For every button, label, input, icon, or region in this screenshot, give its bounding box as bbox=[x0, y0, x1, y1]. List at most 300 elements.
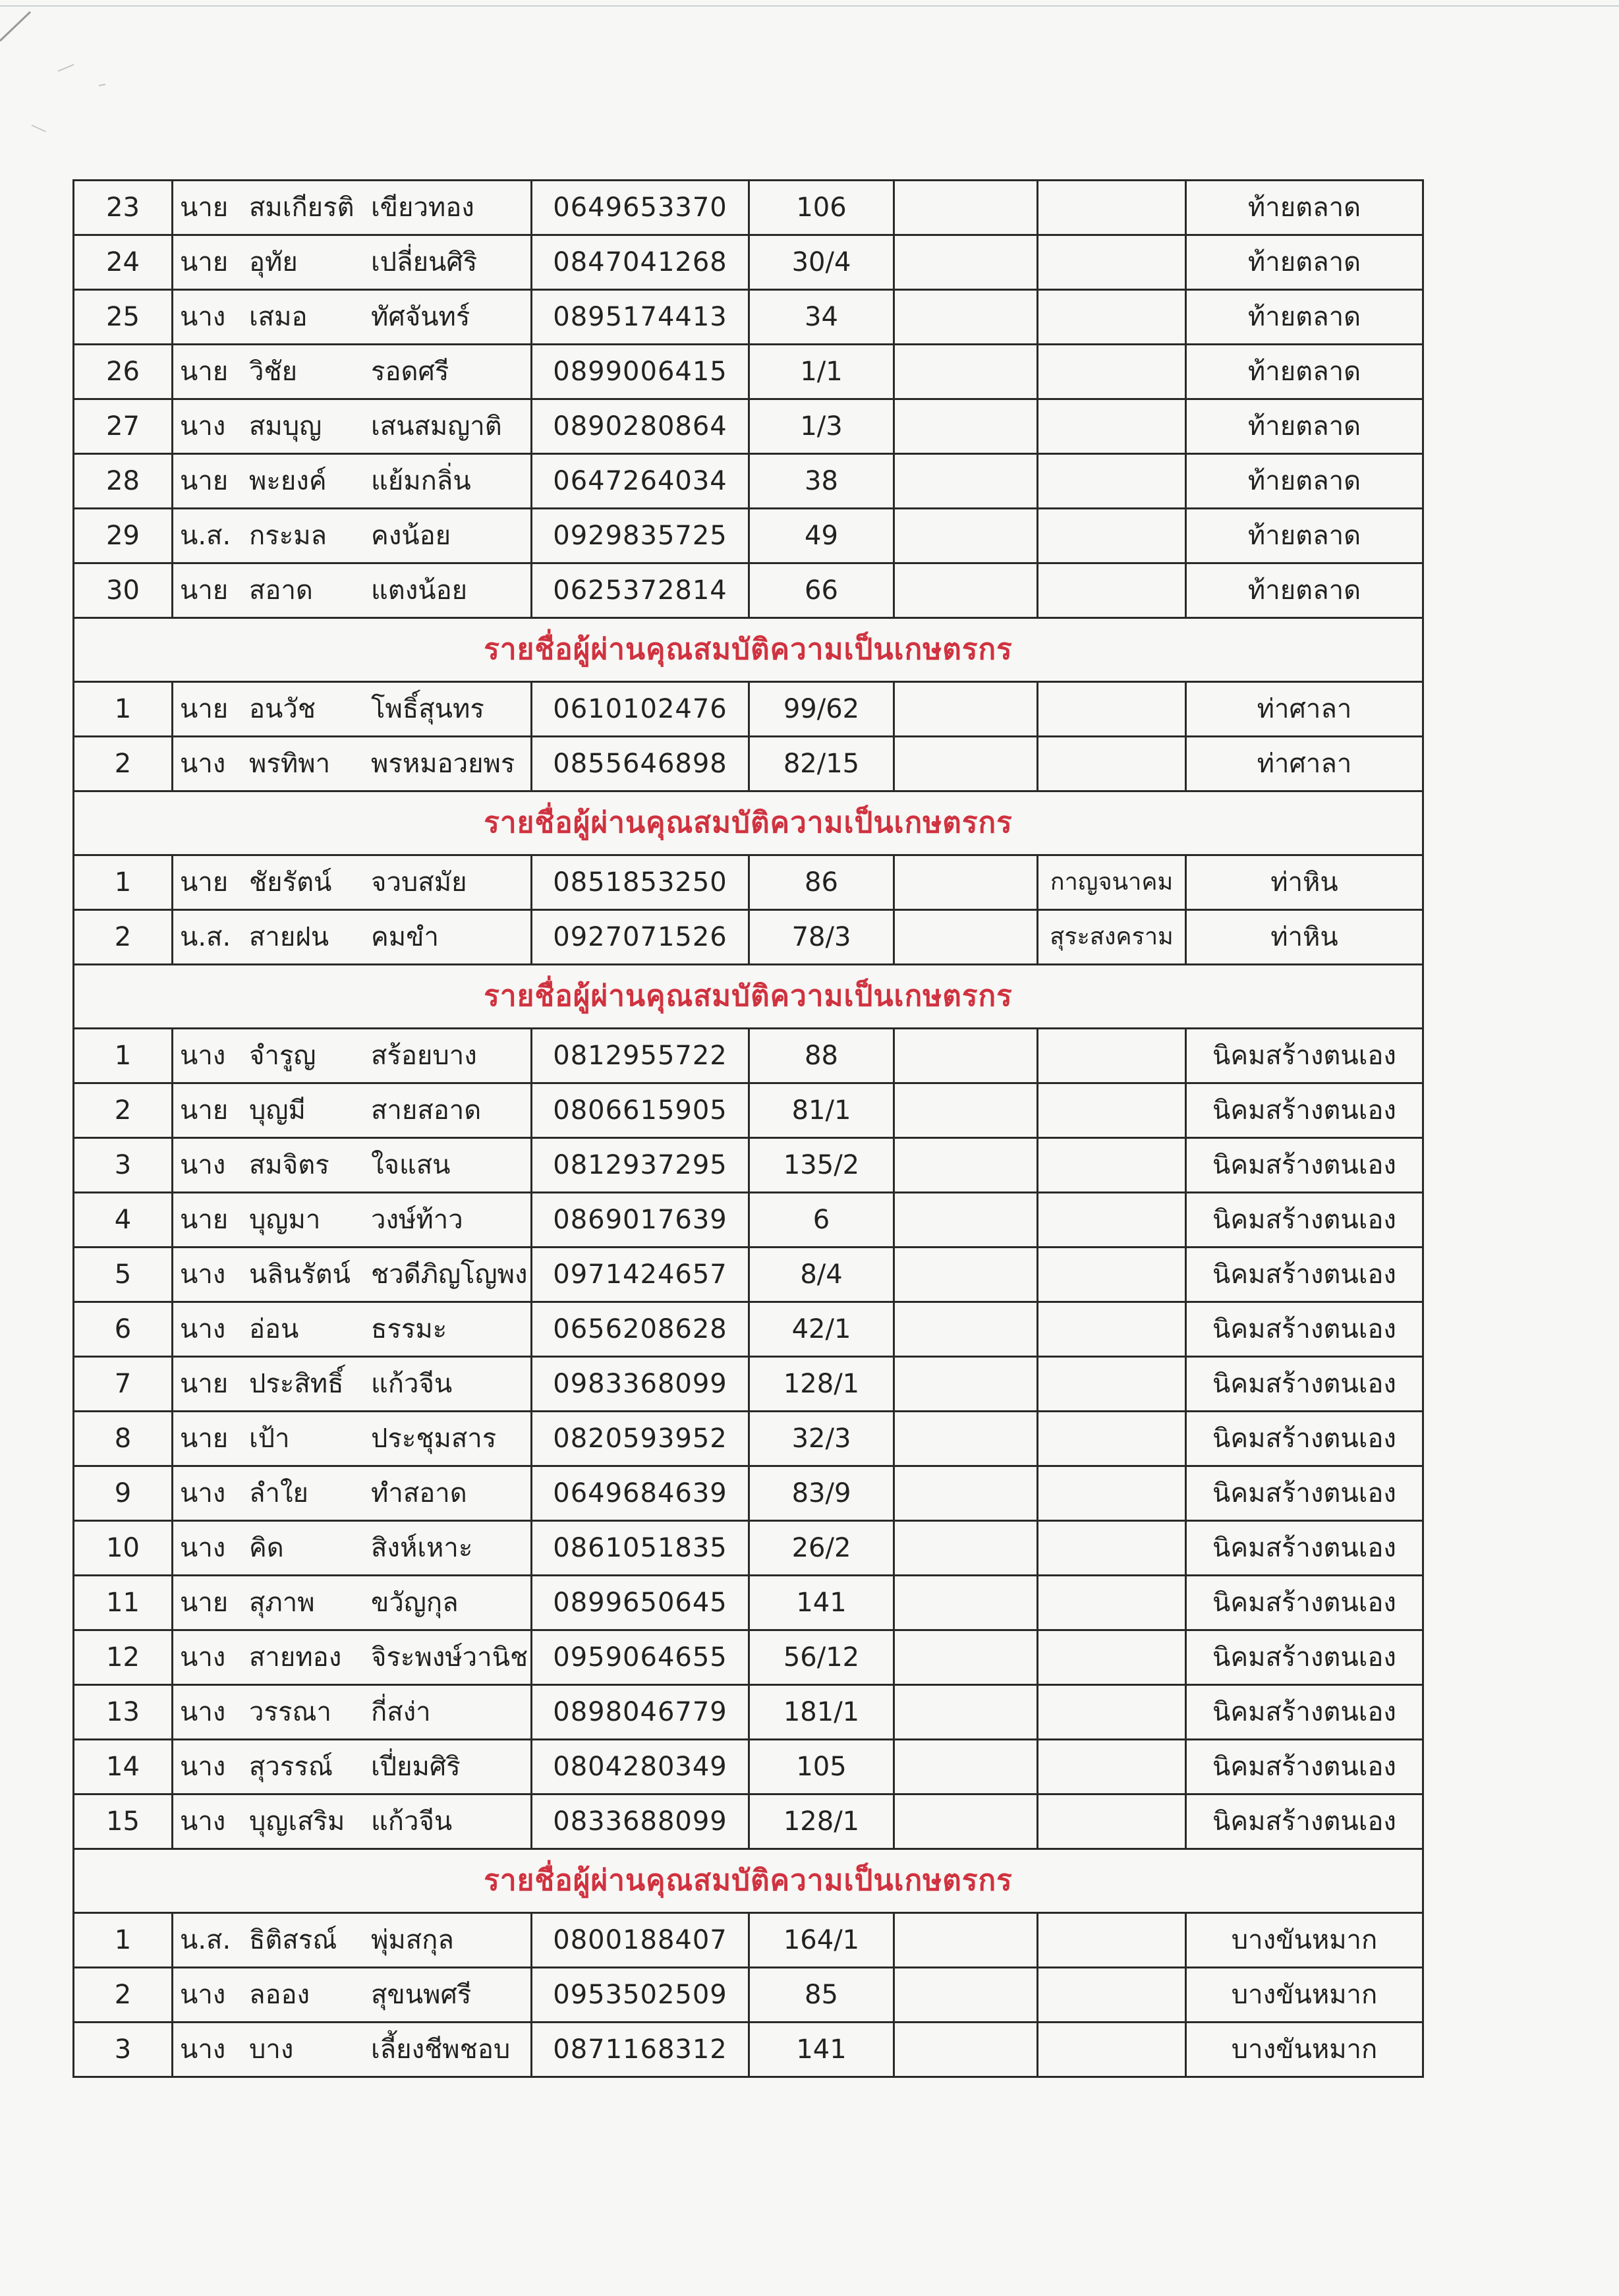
village-name: นิคมสร้างตนเอง bbox=[1186, 1412, 1423, 1466]
table-row bbox=[74, 1740, 1423, 1794]
table-row bbox=[74, 235, 1423, 290]
phone-number: 0820593952 bbox=[532, 1412, 749, 1466]
person-name bbox=[173, 855, 532, 910]
name-prefix: นาง bbox=[180, 1980, 226, 2010]
first-name: พรทิพา bbox=[249, 749, 331, 779]
last-name: ทำสอาด bbox=[371, 1478, 467, 1508]
last-name: แย้มกลิ่น bbox=[371, 466, 471, 496]
moo-cell bbox=[894, 509, 1038, 563]
first-name: ลำใย bbox=[249, 1478, 308, 1508]
first-name: วิชัย bbox=[249, 357, 298, 387]
village-name: ท้ายตลาด bbox=[1186, 181, 1423, 235]
phone-number: 0895174413 bbox=[532, 290, 749, 345]
phone-number: 0869017639 bbox=[532, 1193, 749, 1248]
subdistrict-cell bbox=[1038, 1968, 1186, 2023]
last-name: ธรรมะ bbox=[371, 1314, 447, 1344]
village-name: ท่าหิน bbox=[1186, 855, 1423, 910]
village-name: นิคมสร้างตนเอง bbox=[1186, 1138, 1423, 1193]
house-number: 1/3 bbox=[749, 399, 894, 454]
moo-cell bbox=[894, 235, 1038, 290]
row-number: 4 bbox=[74, 1193, 173, 1248]
scan-edge-line bbox=[0, 5, 1619, 7]
house-number: 6 bbox=[749, 1193, 894, 1248]
village-name: นิคมสร้างตนเอง bbox=[1186, 1576, 1423, 1630]
moo-cell bbox=[894, 1630, 1038, 1685]
moo-cell bbox=[894, 855, 1038, 910]
first-name: สายฝน bbox=[249, 922, 329, 952]
moo-cell bbox=[894, 1521, 1038, 1576]
person-name bbox=[173, 1576, 532, 1630]
name-prefix: นาย bbox=[180, 1423, 229, 1454]
row-number: 10 bbox=[74, 1521, 173, 1576]
phone-number: 0929835725 bbox=[532, 509, 749, 563]
moo-cell bbox=[894, 1248, 1038, 1302]
table-row bbox=[74, 1521, 1423, 1576]
table-row bbox=[74, 290, 1423, 345]
last-name: ประชุมสาร bbox=[371, 1423, 497, 1454]
subdistrict-cell bbox=[1038, 399, 1186, 454]
house-number: 86 bbox=[749, 855, 894, 910]
last-name: สร้อยบาง bbox=[371, 1041, 477, 1071]
last-name: สิงห์เหาะ bbox=[371, 1533, 473, 1563]
first-name: สมจิตร bbox=[249, 1150, 329, 1180]
moo-cell bbox=[894, 1913, 1038, 1968]
village-name: ท่าศาลา bbox=[1186, 737, 1423, 791]
house-number: 105 bbox=[749, 1740, 894, 1794]
house-number: 38 bbox=[749, 454, 894, 509]
house-number: 141 bbox=[749, 2023, 894, 2077]
house-number: 49 bbox=[749, 509, 894, 563]
table-row bbox=[74, 1913, 1423, 1968]
section-heading-row bbox=[74, 618, 1423, 682]
person-name bbox=[173, 290, 532, 345]
village-name: นิคมสร้างตนเอง bbox=[1186, 1521, 1423, 1576]
first-name: ลออง bbox=[249, 1980, 310, 2010]
phone-number: 0851853250 bbox=[532, 855, 749, 910]
house-number: 128/1 bbox=[749, 1357, 894, 1412]
row-number: 30 bbox=[74, 563, 173, 618]
row-number: 3 bbox=[74, 2023, 173, 2077]
moo-cell bbox=[894, 1794, 1038, 1849]
moo-cell bbox=[894, 290, 1038, 345]
name-prefix: นาย bbox=[180, 575, 229, 606]
village-name: ท้ายตลาด bbox=[1186, 454, 1423, 509]
village-name: ท้ายตลาด bbox=[1186, 235, 1423, 290]
name-prefix: นาง bbox=[180, 1314, 226, 1344]
name-prefix: นาง bbox=[180, 1259, 226, 1290]
moo-cell bbox=[894, 1412, 1038, 1466]
village-name: ท่าศาลา bbox=[1186, 682, 1423, 737]
house-number: 78/3 bbox=[749, 910, 894, 965]
person-name bbox=[173, 1968, 532, 2023]
village-name: นิคมสร้างตนเอง bbox=[1186, 1794, 1423, 1849]
table-row bbox=[74, 1576, 1423, 1630]
row-number: 24 bbox=[74, 235, 173, 290]
house-number: 99/62 bbox=[749, 682, 894, 737]
last-name: แก้วจีน bbox=[371, 1369, 453, 1399]
table-row bbox=[74, 1466, 1423, 1521]
house-number: 135/2 bbox=[749, 1138, 894, 1193]
last-name: พุ่มสกุล bbox=[371, 1925, 454, 1955]
name-prefix: นาย bbox=[180, 466, 229, 496]
name-prefix: นาง bbox=[180, 411, 226, 442]
row-number: 1 bbox=[74, 855, 173, 910]
last-name: จวบสมัย bbox=[371, 867, 467, 898]
subdistrict-cell bbox=[1038, 1630, 1186, 1685]
row-number: 14 bbox=[74, 1740, 173, 1794]
phone-number: 0847041268 bbox=[532, 235, 749, 290]
phone-number: 0861051835 bbox=[532, 1521, 749, 1576]
last-name: แตงน้อย bbox=[371, 575, 468, 606]
table-row bbox=[74, 181, 1423, 235]
document-page bbox=[72, 179, 1422, 2078]
row-number: 13 bbox=[74, 1685, 173, 1740]
phone-number: 0649684639 bbox=[532, 1466, 749, 1521]
phone-number: 0812937295 bbox=[532, 1138, 749, 1193]
row-number: 27 bbox=[74, 399, 173, 454]
house-number: 30/4 bbox=[749, 235, 894, 290]
subdistrict-cell bbox=[1038, 682, 1186, 737]
table-row bbox=[74, 1248, 1423, 1302]
row-number: 8 bbox=[74, 1412, 173, 1466]
person-name bbox=[173, 737, 532, 791]
name-prefix: น.ส. bbox=[180, 521, 231, 551]
house-number: 85 bbox=[749, 1968, 894, 2023]
person-name bbox=[173, 181, 532, 235]
last-name: พรหมอวยพร bbox=[371, 749, 515, 779]
phone-number: 0806615905 bbox=[532, 1083, 749, 1138]
table-row bbox=[74, 1029, 1423, 1083]
moo-cell bbox=[894, 399, 1038, 454]
name-prefix: นาง bbox=[180, 1533, 226, 1563]
village-name: นิคมสร้างตนเอง bbox=[1186, 1740, 1423, 1794]
village-name: ท้ายตลาด bbox=[1186, 563, 1423, 618]
first-name: เป้า bbox=[249, 1423, 290, 1454]
name-prefix: นาง bbox=[180, 1642, 226, 1673]
subdistrict-cell bbox=[1038, 1576, 1186, 1630]
row-number: 2 bbox=[74, 1968, 173, 2023]
name-prefix: นาย bbox=[180, 1588, 229, 1618]
house-number: 26/2 bbox=[749, 1521, 894, 1576]
row-number: 29 bbox=[74, 509, 173, 563]
phone-number: 0656208628 bbox=[532, 1302, 749, 1357]
first-name: สุภาพ bbox=[249, 1588, 315, 1618]
person-name bbox=[173, 1302, 532, 1357]
moo-cell bbox=[894, 910, 1038, 965]
phone-number: 0898046779 bbox=[532, 1685, 749, 1740]
moo-cell bbox=[894, 1193, 1038, 1248]
farmer-list-table bbox=[72, 179, 1424, 2078]
last-name: วงษ์ท้าว bbox=[371, 1205, 463, 1235]
name-prefix: นาง bbox=[180, 1697, 226, 1727]
section-heading: รายชื่อผู้ผ่านคุณสมบัติความเป็นเกษตรกร bbox=[74, 791, 1423, 855]
village-name: นิคมสร้างตนเอง bbox=[1186, 1029, 1423, 1083]
village-name: ท้ายตลาด bbox=[1186, 345, 1423, 399]
table-body bbox=[74, 181, 1423, 2077]
section-heading: รายชื่อผู้ผ่านคุณสมบัติความเป็นเกษตรกร bbox=[74, 965, 1423, 1029]
last-name: เสนสมญาติ bbox=[371, 411, 502, 442]
person-name bbox=[173, 1357, 532, 1412]
name-prefix: นาย bbox=[180, 1369, 229, 1399]
moo-cell bbox=[894, 345, 1038, 399]
village-name: บางขันหมาก bbox=[1186, 1968, 1423, 2023]
moo-cell bbox=[894, 2023, 1038, 2077]
person-name bbox=[173, 1794, 532, 1849]
village-name: นิคมสร้างตนเอง bbox=[1186, 1193, 1423, 1248]
person-name bbox=[173, 1029, 532, 1083]
last-name: ชวดีภิญโญพง bbox=[371, 1259, 528, 1290]
row-number: 2 bbox=[74, 737, 173, 791]
house-number: 8/4 bbox=[749, 1248, 894, 1302]
phone-number: 0833688099 bbox=[532, 1794, 749, 1849]
subdistrict-cell bbox=[1038, 235, 1186, 290]
last-name: สายสอาด bbox=[371, 1095, 482, 1126]
person-name bbox=[173, 399, 532, 454]
moo-cell bbox=[894, 1302, 1038, 1357]
person-name bbox=[173, 1193, 532, 1248]
person-name bbox=[173, 2023, 532, 2077]
phone-number: 0971424657 bbox=[532, 1248, 749, 1302]
last-name: ใจแสน bbox=[371, 1150, 451, 1180]
section-heading-row bbox=[74, 1849, 1423, 1913]
house-number: 83/9 bbox=[749, 1466, 894, 1521]
house-number: 1/1 bbox=[749, 345, 894, 399]
row-number: 5 bbox=[74, 1248, 173, 1302]
subdistrict-cell bbox=[1038, 2023, 1186, 2077]
first-name: สอาด bbox=[249, 575, 313, 606]
name-prefix: นาง bbox=[180, 302, 226, 332]
table-row bbox=[74, 1968, 1423, 2023]
last-name: สุขนพศรี bbox=[371, 1980, 472, 2010]
name-prefix: นาย bbox=[180, 694, 229, 724]
person-name bbox=[173, 454, 532, 509]
table-row bbox=[74, 399, 1423, 454]
person-name bbox=[173, 1412, 532, 1466]
moo-cell bbox=[894, 454, 1038, 509]
name-prefix: นาง bbox=[180, 1752, 226, 1782]
name-prefix: นาง bbox=[180, 1041, 226, 1071]
name-prefix: นาย bbox=[180, 1205, 229, 1235]
moo-cell bbox=[894, 1138, 1038, 1193]
house-number: 181/1 bbox=[749, 1685, 894, 1740]
first-name: สายทอง bbox=[249, 1642, 342, 1673]
row-number: 2 bbox=[74, 1083, 173, 1138]
subdistrict-cell: กาญจนาคม bbox=[1038, 855, 1186, 910]
phone-number: 0625372814 bbox=[532, 563, 749, 618]
table-row bbox=[74, 1302, 1423, 1357]
subdistrict-cell bbox=[1038, 1412, 1186, 1466]
table-row bbox=[74, 1083, 1423, 1138]
name-prefix: นาง bbox=[180, 1806, 226, 1837]
row-number: 3 bbox=[74, 1138, 173, 1193]
table-row bbox=[74, 454, 1423, 509]
subdistrict-cell: สุระสงคราม bbox=[1038, 910, 1186, 965]
house-number: 56/12 bbox=[749, 1630, 894, 1685]
first-name: เสมอ bbox=[249, 302, 308, 332]
phone-number: 0927071526 bbox=[532, 910, 749, 965]
village-name: นิคมสร้างตนเอง bbox=[1186, 1302, 1423, 1357]
subdistrict-cell bbox=[1038, 454, 1186, 509]
last-name: เปี่ยมศิริ bbox=[371, 1752, 461, 1782]
last-name: จิระพงษ์วานิช bbox=[371, 1642, 528, 1673]
name-prefix: นาย bbox=[180, 867, 229, 898]
name-prefix: นาย bbox=[180, 1095, 229, 1126]
village-name: ท้ายตลาด bbox=[1186, 509, 1423, 563]
row-number: 12 bbox=[74, 1630, 173, 1685]
row-number: 1 bbox=[74, 1029, 173, 1083]
person-name bbox=[173, 1466, 532, 1521]
first-name: อนวัช bbox=[249, 694, 316, 724]
first-name: คิด bbox=[249, 1533, 284, 1563]
moo-cell bbox=[894, 682, 1038, 737]
row-number: 26 bbox=[74, 345, 173, 399]
table-row bbox=[74, 910, 1423, 965]
person-name bbox=[173, 682, 532, 737]
person-name bbox=[173, 1083, 532, 1138]
last-name: เขียวทอง bbox=[371, 192, 474, 223]
phone-number: 0959064655 bbox=[532, 1630, 749, 1685]
last-name: ทัศจันทร์ bbox=[371, 302, 470, 332]
section-heading: รายชื่อผู้ผ่านคุณสมบัติความเป็นเกษตรกร bbox=[74, 1849, 1423, 1913]
row-number: 1 bbox=[74, 682, 173, 737]
first-name: บุญมา bbox=[249, 1205, 321, 1235]
table-row bbox=[74, 563, 1423, 618]
first-name: วรรณา bbox=[249, 1697, 331, 1727]
last-name: ขวัญกุล bbox=[371, 1588, 459, 1618]
subdistrict-cell bbox=[1038, 345, 1186, 399]
subdistrict-cell bbox=[1038, 1083, 1186, 1138]
first-name: อุทัย bbox=[249, 247, 298, 277]
village-name: นิคมสร้างตนเอง bbox=[1186, 1248, 1423, 1302]
moo-cell bbox=[894, 737, 1038, 791]
name-prefix: น.ส. bbox=[180, 1925, 231, 1955]
moo-cell bbox=[894, 1029, 1038, 1083]
row-number: 25 bbox=[74, 290, 173, 345]
village-name: ท่าหิน bbox=[1186, 910, 1423, 965]
table-row bbox=[74, 509, 1423, 563]
village-name: ท้ายตลาด bbox=[1186, 399, 1423, 454]
person-name bbox=[173, 235, 532, 290]
subdistrict-cell bbox=[1038, 1521, 1186, 1576]
last-name: คงน้อย bbox=[371, 521, 451, 551]
first-name: ประสิทธิ์ bbox=[249, 1369, 344, 1399]
table-row bbox=[74, 682, 1423, 737]
moo-cell bbox=[894, 1466, 1038, 1521]
moo-cell bbox=[894, 1576, 1038, 1630]
person-name bbox=[173, 563, 532, 618]
row-number: 15 bbox=[74, 1794, 173, 1849]
subdistrict-cell bbox=[1038, 1138, 1186, 1193]
house-number: 164/1 bbox=[749, 1913, 894, 1968]
phone-number: 0890280864 bbox=[532, 399, 749, 454]
village-name: ท้ายตลาด bbox=[1186, 290, 1423, 345]
subdistrict-cell bbox=[1038, 1248, 1186, 1302]
last-name: คมขำ bbox=[371, 922, 439, 952]
table-row bbox=[74, 2023, 1423, 2077]
first-name: บาง bbox=[249, 2034, 294, 2065]
row-number: 23 bbox=[74, 181, 173, 235]
moo-cell bbox=[894, 1685, 1038, 1740]
table-row bbox=[74, 1685, 1423, 1740]
first-name: สมเกียรติ bbox=[249, 192, 355, 223]
row-number: 9 bbox=[74, 1466, 173, 1521]
phone-number: 0855646898 bbox=[532, 737, 749, 791]
first-name: อ่อน bbox=[249, 1314, 299, 1344]
table-row bbox=[74, 1138, 1423, 1193]
person-name bbox=[173, 1138, 532, 1193]
house-number: 128/1 bbox=[749, 1794, 894, 1849]
first-name: กระมล bbox=[249, 521, 327, 551]
phone-number: 0649653370 bbox=[532, 181, 749, 235]
person-name bbox=[173, 1630, 532, 1685]
subdistrict-cell bbox=[1038, 737, 1186, 791]
row-number: 7 bbox=[74, 1357, 173, 1412]
subdistrict-cell bbox=[1038, 1466, 1186, 1521]
row-number: 11 bbox=[74, 1576, 173, 1630]
moo-cell bbox=[894, 1083, 1038, 1138]
subdistrict-cell bbox=[1038, 509, 1186, 563]
subdistrict-cell bbox=[1038, 563, 1186, 618]
village-name: นิคมสร้างตนเอง bbox=[1186, 1685, 1423, 1740]
name-prefix: นาย bbox=[180, 247, 229, 277]
first-name: ชัยรัตน์ bbox=[249, 867, 332, 898]
section-heading-row bbox=[74, 791, 1423, 855]
first-name: ธิติสรณ์ bbox=[249, 1925, 337, 1955]
house-number: 88 bbox=[749, 1029, 894, 1083]
name-prefix: นาง bbox=[180, 2034, 226, 2065]
subdistrict-cell bbox=[1038, 1029, 1186, 1083]
phone-number: 0647264034 bbox=[532, 454, 749, 509]
moo-cell bbox=[894, 181, 1038, 235]
house-number: 42/1 bbox=[749, 1302, 894, 1357]
section-heading-row bbox=[74, 965, 1423, 1029]
person-name bbox=[173, 1913, 532, 1968]
person-name bbox=[173, 1521, 532, 1576]
first-name: นลินรัตน์ bbox=[249, 1259, 351, 1290]
table-row bbox=[74, 1412, 1423, 1466]
phone-number: 0812955722 bbox=[532, 1029, 749, 1083]
person-name bbox=[173, 1685, 532, 1740]
phone-number: 0871168312 bbox=[532, 2023, 749, 2077]
subdistrict-cell bbox=[1038, 1302, 1186, 1357]
subdistrict-cell bbox=[1038, 1740, 1186, 1794]
house-number: 32/3 bbox=[749, 1412, 894, 1466]
moo-cell bbox=[894, 1968, 1038, 2023]
table-row bbox=[74, 1357, 1423, 1412]
last-name: เปลี่ยนศิริ bbox=[371, 247, 478, 277]
table-row bbox=[74, 1794, 1423, 1849]
subdistrict-cell bbox=[1038, 1685, 1186, 1740]
first-name: สุวรรณ์ bbox=[249, 1752, 333, 1782]
first-name: พะยงค์ bbox=[249, 466, 327, 496]
first-name: จำรูญ bbox=[249, 1041, 316, 1071]
moo-cell bbox=[894, 563, 1038, 618]
last-name: กี่สง่า bbox=[371, 1697, 431, 1727]
table-row bbox=[74, 1630, 1423, 1685]
phone-number: 0899650645 bbox=[532, 1576, 749, 1630]
name-prefix: นาย bbox=[180, 357, 229, 387]
phone-number: 0953502509 bbox=[532, 1968, 749, 2023]
village-name: บางขันหมาก bbox=[1186, 2023, 1423, 2077]
subdistrict-cell bbox=[1038, 1193, 1186, 1248]
table-row bbox=[74, 1193, 1423, 1248]
house-number: 81/1 bbox=[749, 1083, 894, 1138]
subdistrict-cell bbox=[1038, 1794, 1186, 1849]
row-number: 1 bbox=[74, 1913, 173, 1968]
village-name: บางขันหมาก bbox=[1186, 1913, 1423, 1968]
row-number: 28 bbox=[74, 454, 173, 509]
village-name: นิคมสร้างตนเอง bbox=[1186, 1630, 1423, 1685]
